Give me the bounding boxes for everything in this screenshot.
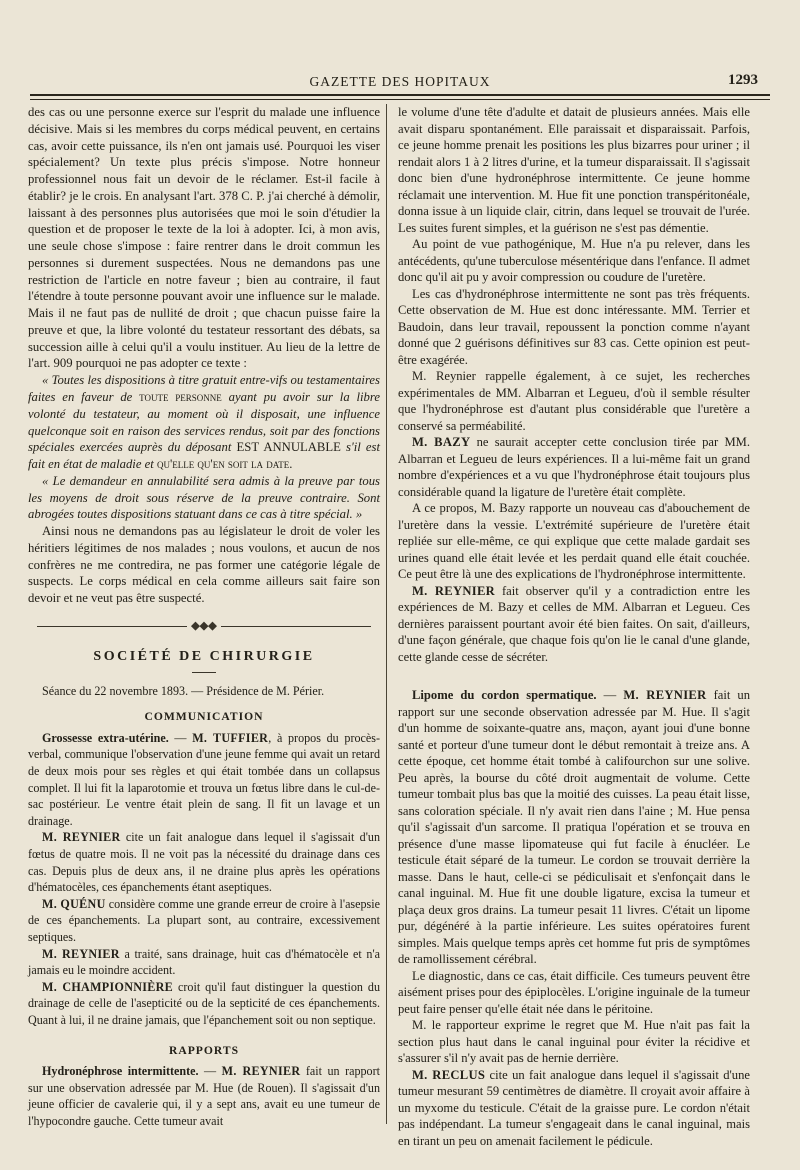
speaker-name: M. REYNIER [221,1064,301,1079]
paragraph: des cas ou une personne exerce sur l'esprit du malade une influence décisive. Mais si les membres du corps médical peuvent, en certains cas, avoir cette puissance, ils n'en ont jamais usé. Pourquoi les viser spécialement? Un texte plus précis s'impose. Notre honneur professionnel nous fait un devoir de le réclamer. Est-il facile à établir? je le crois. En analysant l'art. 378 C. P. j'ai cherché à démolir, laissant à des personnes plus autorisées que moi le soin d'étudier la question et de proposer le texte de la loi à adopter. Ici, à mon avis, une seule chose s'impose : faire rentrer dans le droit commun les personnes si durement suspectées. Nous ne demandons pas une restriction de l'article en notre faveur ; bien au contraire, il faut l'étendre à toute personne pouvant avoir une influence sur le malade. Mais il ne faut pas de nullité de droit ; que chacun puisse faire la preuve et que, la libre volonté du testateur ressortant des débats, sa succession aille à celui qu'il a voulu instituer. Au lieu de la lettre de l'art. 909 pourquoi ne pas adopter ce texte : [28,105,380,371]
paragraph: Ainsi nous ne demandons pas au législateur le droit de voler les héritiers légitimes de nos malades ; nous voulons, et aucun de nos confrères ne me contredira, ne pas former une catégorie légale de suspects. Le corps médical en cela comme ailleurs sait faire son devoir et ne veut pas être suspecté. [28,524,380,606]
spacer [398,665,750,687]
paragraph-text: a traité, sans drainage, huit cas d'hématocèle et n'a jamais eu le moindre accident. [28,946,380,978]
quote-part: « Le demandeur en annulabilité sera admis à la preuve par tous les moyens de droit sous réserve de la preuve contraire. Sont abrogées toutes dispositions statuant dans ce cas à titre spécial. » [28,473,380,522]
paragraph [398,583,750,666]
speaker-name: M. QUÉNU [42,896,106,911]
right-column [398,104,750,1149]
topic-title: Lipome du cordon spermatique. [412,688,597,702]
column-divider [386,104,387,1124]
speaker-name: M. BAZY [412,435,471,449]
quoted-text [28,473,380,523]
speaker-name: M. REYNIER [42,830,121,845]
quote-part: toute personne [139,390,222,405]
quote-part: EST ANNULABLE [236,440,341,455]
header-rule-thin [30,99,770,100]
topic-title: Grossesse extra-utérine. [42,730,169,745]
paragraph: le volume d'une tête d'adulte et datait de plusieurs années. Mais elle avait disparu spontanément. Elle paraissait et disparaissait. Parfois, ce jeune homme prenait les positions les plus bizarres pour uriner ; il rendait alors 1 à 2 litres d'urine, et la tumeur disparaissait. Il s'agissait donc bien d'une hydronéphrose intermittente. Ce jeune homme réclamait une intervention. M. Hue fit une ponction transpéritonéale, donna issue à un liquide clair, citrin, dans lequel se trouvait de l'urée. Les suites furent simples, et la guérison ne s'est pas démentie. [398,105,750,235]
paragraph [398,434,750,500]
ornament-divider: ◆◆◆ [28,617,380,635]
speaker-name: M. REYNIER [623,688,707,702]
paragraph-text: considère comme une grande erreur de croire à l'asepsie de ces épanchements. La plupart sont, au contraire, excessivement septiques. [28,896,380,944]
paragraph: M. le rapporteur exprime le regret que M. Hue n'ait pas fait la section plus haut dans le canal inguinal pour éviter la récidive et s'assurer s'il n'y avait pas de hernie derrière. [398,1018,750,1065]
paragraph-text: cite un fait analogue dans lequel il s'agissait d'une tumeur mesurant 59 centimètres de diamètre. Il croyait avoir affaire à un myxome du testicule. C'était de la graisse pure. Le cordon n'était pas indépendant. La tumeur s'engageait dans le canal inguinal, mais en tirant un peu on amenait facilement le pédicule. [398,1067,750,1148]
paragraph: Au point de vue pathogénique, M. Hue n'a pu relever, dans les antécédents, qu'une tuberculose mésentérique dans l'enfance. Il admet donc qu'il ait pu y avoir compression ou coudure de l'uretère. [398,237,750,284]
paragraph-text: fait un rapport sur une seconde observation adressée par M. Hue. Il s'agit d'un homme de soixante-quatre ans, maçon, ayant joui d'une bonne santé et porteur d'une tumeur dont le début remontait à treize ans. A cette époque, cet homme était tombé à califourchon sur une solive. Peu après, la bourse du côté droit augmentait de volume. Cette tumeur tombait plus bas que la moitié des cuisses. La peau était lisse, sans coloration spéciale. Il n'y avait rien dans l'aine ; M. Hue pensa qu'il s'agissait d'un sarcome. Il pratiqua l'opération et se trouva en présence d'une masse lipomateuse qui fut facile à énucléer. Le testicule était séparé de la tumeur. Le cordon se trouvait derrière la masse. Dans le haut, celle-ci se pédiculisait et s'enfonçait dans le canal inguinal. M. Hue fit une double ligature, excisa la tumeur et plaça deux gros drains. La tumeur pesait 11 livres. C'était un lipome pur, dégénéré à la partie inférieure. Les suites opératoires furent simples. Mais quelque temps après cet homme fut pris de symptômes de ramollissement cérébral. [398,688,751,966]
page-header [30,70,770,90]
speaker-name: M. REYNIER [412,583,496,598]
quote-part: « Toutes les dispositions à titre gratuit entre-vifs ou testamentaires faites en faveur de [28,373,380,405]
journal-title: GAZETTE DES HOPITAUX [309,74,491,89]
left-column [28,104,380,1130]
paragraph: Lipome du cordon spermatique. — M. REYNIER fait un rapport sur une seconde observation adressée par M. Hue. Il s'agit d'un homme de soixante-quatre ans, maçon, ayant joui d'une bonne santé et porteur d'une tumeur dont le début remontait à treize ans. A cette époque, cet homme était tombé à califourchon sur une solive. Peu après, la bourse du côté droit augmentait de volume. Cette tumeur tombait plus bas que la moitié des cuisses. La peau était lisse, sans coloration spéciale. Il n'y avait rien dans l'aine ; M. Hue pensa qu'il s'agissait d'un sarcome. Il pratiqua l'opération et se trouva en présence d'une masse lipomateuse qui fut facile à énucléer. Le testicule était séparé de la tumeur. Le cordon se trouvait derrière la masse. Dans le haut, celle-ci se pédiculisait et s'enfonçait dans le canal inguinal. M. Hue fit une double ligature, excisa la tumeur et plaça deux gros drains. La tumeur pesait 11 livres. C'était un lipome pur, dégénéré à la partie inférieure. Les suites opératoires furent simples. Mais quelque temps après cet homme fut pris de symptômes de ramollissement cérébral. [398,688,751,966]
paragraph: A ce propos, M. Bazy rapporte un nouveau cas d'abouchement de l'uretère dans la vessie. L'extrémité supérieure de l'uretère était repliée sur elle-même, ce qui explique que cette malade gardait ses urines quand elle était levée et les perdait quand elle était couchée. Ce peut être là une des explications de l'hydronéphrose intermittente. [398,501,750,581]
paragraph [28,829,380,895]
paragraph [28,946,380,979]
paragraph: M. Reynier rappelle également, à ce sujet, les recherches expérimentales de MM. Albarran et Legueu, d'où il semble résulter que l'hydronéphrose est d'autant plus considérable que l'uretère a conservé sa perméabilité. [398,369,750,433]
speaker-name: M. CHAMPIONNIÈRE [42,979,174,994]
speaker-name: M. RECLUS [412,1067,486,1082]
topic-title: Hydronéphrose intermittente. [42,1064,199,1079]
subsection-heading: RAPPORTS [168,1043,240,1057]
section-title: SOCIÉTÉ DE CHIRURGIE [93,648,315,664]
short-rule [192,672,216,673]
paragraph-text: croit qu'il faut distinguer la question du drainage de celle de l'asepticité ou de la septicité de ces épanchements. Quant à lui, il ne draine jamais, que l'épanchement soit ou non septique. [28,979,380,1027]
quoted-text [28,372,380,473]
page-number: 1293 [728,72,758,88]
paragraph [28,979,380,1029]
paragraph-text: , à propos du procès-verbal, communique l'observation d'une jeune femme qui avait un retard de deux mois pour ses règles et qui était tombée dans un collapsus complet. Il lui fit la laparotomie et trouva un fœtus libre dans le cul-de-sac postérieur. Le ventre était plein de sang. Il fit un lavage et un drainage. [28,730,381,828]
paragraph: Grossesse extra-utérine. — M. TUFFIER, à propos du procès-verbal, communique l'observation d'une jeune femme qui avait un retard de deux mois pour ses règles et qui était tombée dans un collapsus complet. Il lui fit la laparotomie et trouva un fœtus libre dans le cul-de-sac postérieur. Le ventre était plein de sang. Il fit un lavage et un drainage. [28,730,381,828]
quote-part: qu'elle qu'en soit la date. [156,457,293,472]
paragraph [398,1067,750,1150]
quote-part: s'il est fait en état de maladie et [28,440,380,472]
quote-part: ayant pu avoir sur la libre volonté du testateur, au moment où il disposait, une influence quelconque soit en raison des services rendus, soit par des fonctions spéciales exercées auprès du déposant [28,390,380,455]
paragraph [28,896,380,946]
paragraph: Les cas d'hydronéphrose intermittente ne sont pas très fréquents. Cette observation de M. Hue est donc intéressante. MM. Terrier et Baudoin, dans leur travail, repoussent la ponction comme n'ayant donné que 2 guérisons définitives sur 83 cas. Cette opinion est peut-être exagérée. [398,286,750,367]
session-line: Séance du 22 novembre 1893. — Présidence de M. Périer. [42,683,325,698]
paragraph-text: fait un rapport sur une observation adressée par M. Hue (de Rouen). Il s'agissait d'un jeune officier de cavalerie qui, il y a sept ans, avait eu une tumeur de l'hypocondre gauche. Cette tumeur avait [28,1064,380,1128]
speaker-name: M. REYNIER [42,946,120,961]
paragraph-text: ne saurait accepter cette conclusion tirée par MM. Albarran et Legueu de leurs expériences. Il a lui-même fait un grand nombre d'expériences et a vu que l'hydronéphrose était toujours plus considérable quand la ligature de l'uretère était complète. [398,435,750,499]
speaker-name: M. TUFFIER [192,730,269,745]
header-rule-thick [30,94,770,96]
paragraph-text: cite un fait analogue dans lequel il s'agissait d'un fœtus de quatre mois. Il ne voit pas la nécessité du drainage dans ces cas. Depuis plus de deux ans, il ne draine plus après les opérations d'hématocèles, ces épanchements étant aseptiques. [28,830,380,895]
paragraph: Le diagnostic, dans ce cas, était difficile. Ces tumeurs peuvent être aisément prises pour des épiplocèles. L'origine inguinale de la tumeur peut faire penser qu'elle était née dans le péritoine. [398,968,750,1016]
paragraph: Hydronéphrose intermittente. — M. REYNIER fait un rapport sur une observation adressée par M. Hue (de Rouen). Il s'agissait d'un jeune officier de cavalerie qui, il y a sept ans, avait eu une tumeur de l'hypocondre gauche. Cette tumeur avait [28,1064,380,1128]
paragraph-text: fait observer qu'il y a contradiction entre les expériences de M. Bazy et celles de MM. Albarran et Legueu. Ces dernières paraissent pourtant avoir été bien faites. On sait, d'ailleurs, d'une façon générale, que chaque fois qu'on lie le canal d'une glande, cette glande cesse de sécréter. [398,583,750,664]
communications-block [28,709,380,1129]
subsection-heading: COMMUNICATION [144,710,264,724]
